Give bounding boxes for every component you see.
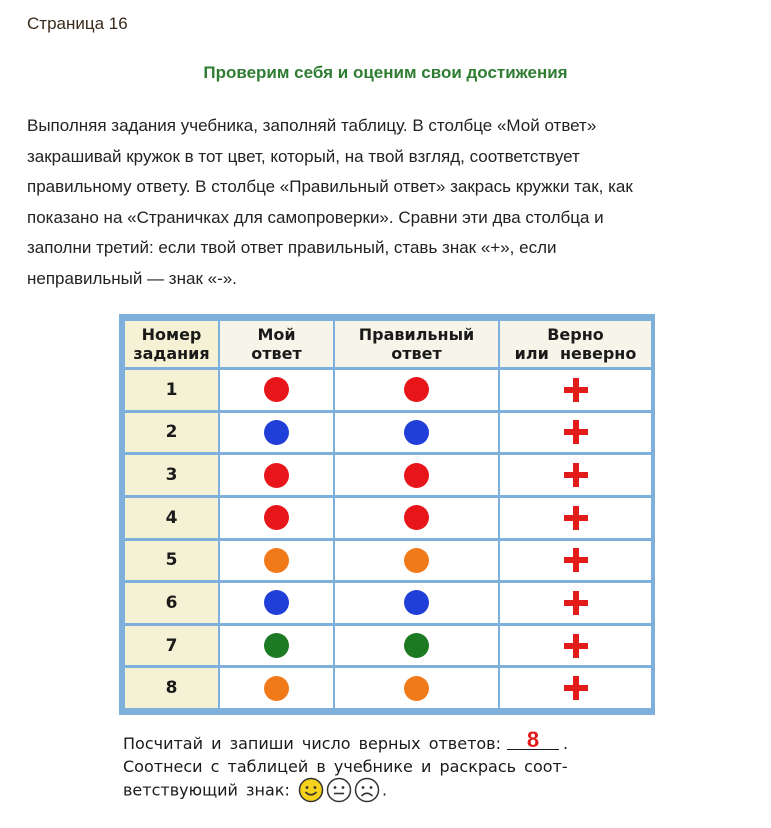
intro-line: неправильный — знак «-». [27, 268, 237, 288]
correct-answer-cell[interactable] [335, 413, 498, 453]
header-line: Правильный [358, 325, 475, 344]
intro-line: правильному ответу. В столбце «Правильный ответ» закрась кружки так, как [27, 177, 633, 196]
correct-answer-cell[interactable] [335, 455, 498, 495]
my-answer-cell[interactable] [220, 370, 333, 410]
my-answer-circle[interactable] [264, 463, 289, 488]
plus-icon [564, 420, 588, 444]
bottom-line-1 [123, 727, 663, 755]
my-answer-circle[interactable] [264, 505, 289, 530]
intro-line: закрашивай кружок в тот цвет, который, на твой взгляд, соответствует [27, 146, 580, 166]
intro-line: заполни третий: если твой ответ правильный, ставь знак «+», если [27, 238, 557, 257]
period: . [381, 780, 388, 800]
header-line: Мой [257, 325, 296, 344]
intro-text [27, 111, 747, 294]
right-or-wrong-cell[interactable] [500, 626, 651, 666]
header-task-number [125, 321, 218, 367]
header-line: Верно [547, 325, 604, 344]
right-or-wrong-cell[interactable] [500, 583, 651, 623]
correct-answer-cell[interactable] [335, 668, 498, 708]
table-row [125, 626, 651, 666]
table-row [125, 583, 651, 623]
task-number-cell: 5 [125, 541, 218, 581]
plus-icon [564, 548, 588, 572]
sign-prompt: ветствующий знак: [123, 780, 290, 800]
table-row [125, 668, 651, 708]
bottom-line-3 [123, 778, 663, 804]
plus-icon [564, 634, 588, 658]
correct-answer-circle[interactable] [404, 590, 429, 615]
my-answer-circle[interactable] [264, 633, 289, 658]
task-number-cell: 3 [125, 455, 218, 495]
right-or-wrong-cell[interactable] [500, 370, 651, 410]
plus-icon [564, 506, 588, 530]
header-line: задания [133, 344, 210, 363]
my-answer-circle[interactable] [264, 420, 289, 445]
smile-face-icon[interactable] [298, 777, 324, 803]
self-check-table [123, 318, 653, 711]
my-answer-cell[interactable] [220, 668, 333, 708]
task-number-cell: 1 [125, 370, 218, 410]
my-answer-cell[interactable] [220, 626, 333, 666]
correct-answer-circle[interactable] [404, 377, 429, 402]
correct-answer-circle[interactable] [404, 420, 429, 445]
plus-icon [564, 378, 588, 402]
table-row [125, 455, 651, 495]
intro-line: показано на «Страничках для самопроверки». Сравни эти два столбца и [27, 207, 604, 227]
sad-face-icon[interactable] [354, 777, 380, 803]
table-row [125, 413, 651, 453]
my-answer-cell[interactable] [220, 413, 333, 453]
table-row [125, 498, 651, 538]
correct-answer-circle[interactable] [404, 463, 429, 488]
correct-answer-cell[interactable] [335, 583, 498, 623]
header-line: Номер [141, 325, 202, 344]
right-or-wrong-cell[interactable] [500, 455, 651, 495]
neutral-face-icon[interactable] [326, 777, 352, 803]
my-answer-circle[interactable] [264, 676, 289, 701]
bottom-line-2: Соотнеси с таблицей в учебнике и раскрась соот- [123, 757, 568, 776]
page-title: Проверим себя и оценим свои достижения [203, 63, 568, 82]
table-row [125, 370, 651, 410]
correct-answer-cell[interactable] [335, 370, 498, 410]
my-answer-circle[interactable] [264, 590, 289, 615]
correct-answer-circle[interactable] [404, 505, 429, 530]
my-answer-cell[interactable] [220, 583, 333, 623]
header-correct-answer [335, 321, 498, 367]
intro-line: Выполняя задания учебника, заполняй таблицу. В столбце «Мой ответ» [27, 116, 597, 135]
task-number-cell: 6 [125, 583, 218, 623]
header-my-answer [220, 321, 333, 367]
right-or-wrong-cell[interactable] [500, 413, 651, 453]
correct-answer-cell[interactable] [335, 626, 498, 666]
plus-icon [564, 676, 588, 700]
my-answer-circle[interactable] [264, 548, 289, 573]
task-number-cell: 4 [125, 498, 218, 538]
my-answer-cell[interactable] [220, 455, 333, 495]
header-line: ответ [391, 344, 442, 363]
task-number-cell: 2 [125, 413, 218, 453]
correct-answer-cell[interactable] [335, 498, 498, 538]
correct-answer-circle[interactable] [404, 548, 429, 573]
self-check-table-frame [119, 314, 655, 715]
correct-answer-circle[interactable] [404, 633, 429, 658]
header-line: или неверно [514, 344, 637, 363]
page-label: Страница 16 [27, 14, 128, 33]
right-or-wrong-cell[interactable] [500, 498, 651, 538]
task-number-cell: 7 [125, 626, 218, 666]
plus-icon [564, 591, 588, 615]
my-answer-cell[interactable] [220, 498, 333, 538]
right-or-wrong-cell[interactable] [500, 668, 651, 708]
correct-answer-circle[interactable] [404, 676, 429, 701]
table-row [125, 541, 651, 581]
my-answer-circle[interactable] [264, 377, 289, 402]
right-or-wrong-cell[interactable] [500, 541, 651, 581]
count-prompt: Посчитай и запиши число верных ответов: [123, 734, 501, 753]
my-answer-cell[interactable] [220, 541, 333, 581]
task-number-cell: 8 [125, 668, 218, 708]
table-header-row [125, 321, 651, 367]
header-line: ответ [251, 344, 302, 363]
bottom-task [123, 727, 663, 804]
answer-field[interactable]: 8 [507, 731, 559, 750]
correct-answer-cell[interactable] [335, 541, 498, 581]
period: . [563, 734, 569, 753]
header-right-or-wrong [500, 321, 651, 367]
plus-icon [564, 463, 588, 487]
table-body [125, 370, 651, 708]
